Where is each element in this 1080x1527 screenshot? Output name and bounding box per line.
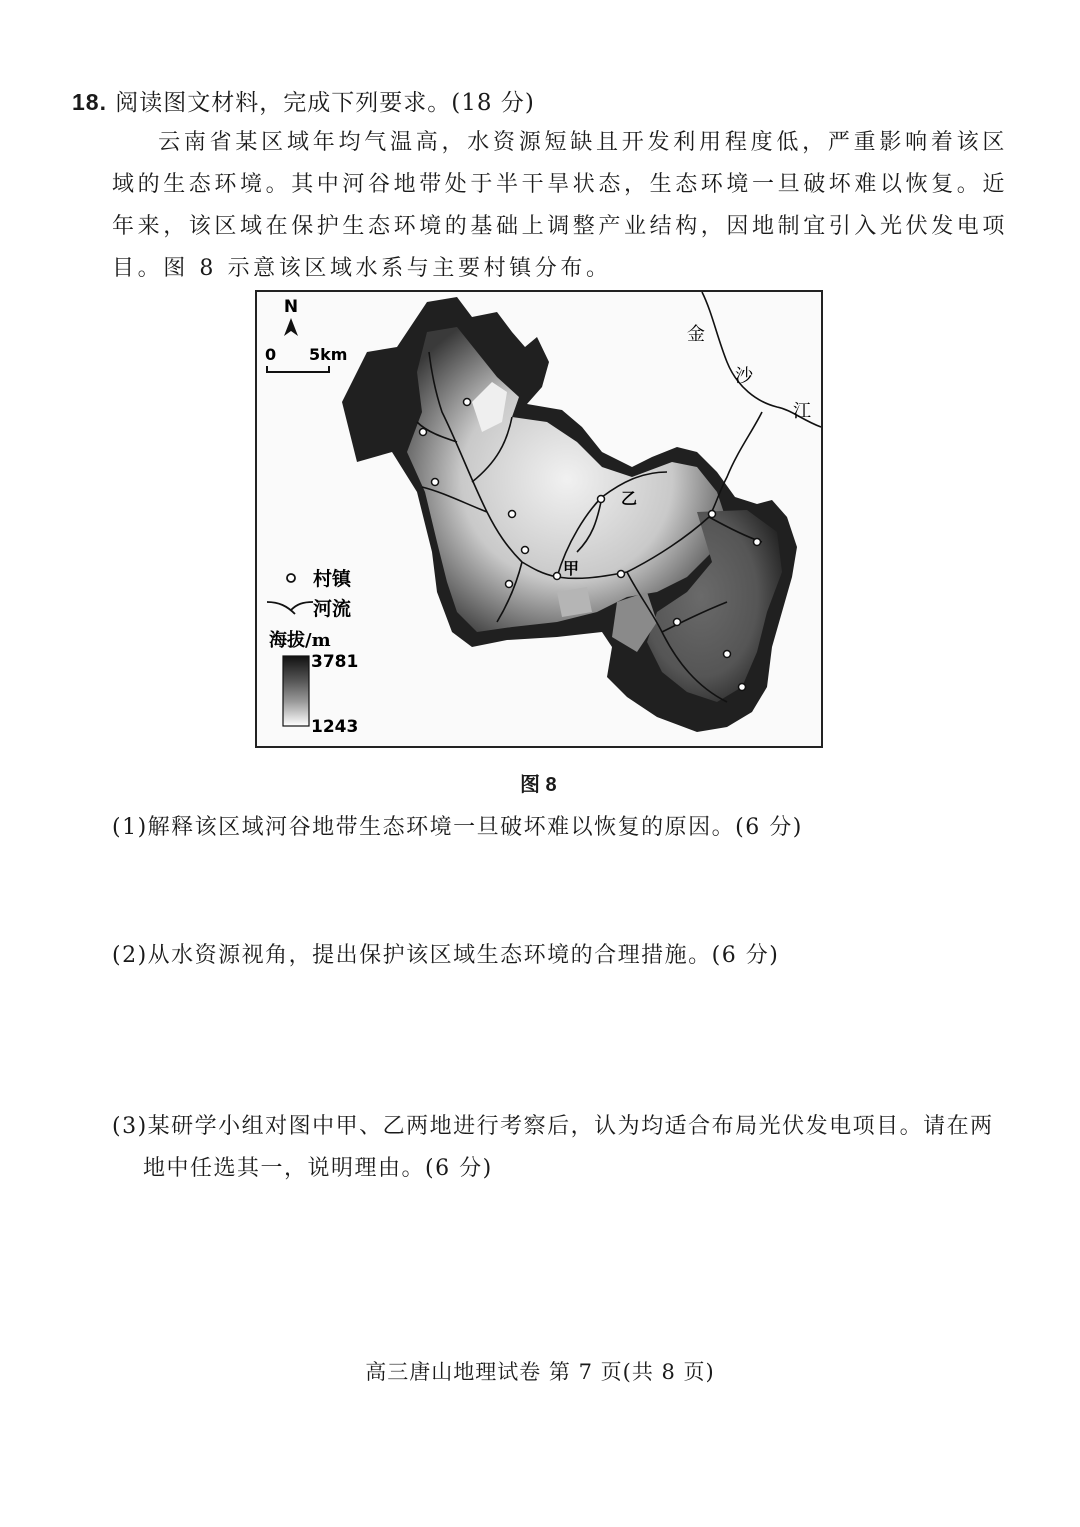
figure-caption: 图 8 <box>520 774 557 796</box>
river-name-sha: 沙 <box>735 366 753 387</box>
figure-8-map <box>255 290 823 748</box>
river-name-jin: 金 <box>687 324 705 345</box>
sub-question-1: (1)解释该区域河谷地带生态环境一旦破坏难以恢复的原因。(6 分) <box>112 815 803 840</box>
village-dot <box>464 399 471 406</box>
sub-question-2: (2)从水资源视角，提出保护该区域生态环境的合理措施。(6 分) <box>112 943 780 968</box>
village-dot <box>506 581 513 588</box>
legend-river-label: 河流 <box>313 598 352 620</box>
village-dot <box>509 511 516 518</box>
page-footer: 高三唐山地理试卷 第 7 页(共 8 页) <box>365 1360 715 1384</box>
river-name-jiang: 江 <box>793 401 811 422</box>
legend-elev-max: 3781 <box>311 652 359 672</box>
sub-question-3-line1: (3)某研学小组对图中甲、乙两地进行考察后，认为均适合布局光伏发电项目。请在两 <box>112 1114 994 1139</box>
material-text: 云南省某区域年均气温高，水资源短缺且开发利用程度低，严重影响着该区域的生态环境。其中河谷地带处于半干旱状态，生态环境一旦破坏难以恢复。近年来，该区域在保护生态环境的基础上调整产业结构，因地制宜引入光伏发电项目。图 8 示意该区域水系与主要村镇分布。 <box>112 130 1009 281</box>
legend-elevation-ramp <box>283 656 309 726</box>
village-dot <box>674 619 681 626</box>
sub-question-3-line2: 地中任选其一，说明理由。(6 分) <box>143 1156 493 1181</box>
village-dot <box>522 547 529 554</box>
site-yi-label: 乙 <box>621 489 638 508</box>
question-title: 阅读图文材料，完成下列要求。(18 分) <box>115 90 535 116</box>
map-legend <box>267 567 358 737</box>
scale-zero: 0 <box>265 345 277 364</box>
scale-bar <box>265 345 347 372</box>
village-dot <box>709 511 716 518</box>
terrain-region <box>342 297 797 732</box>
north-arrow-icon <box>284 318 298 336</box>
village-dot <box>432 479 439 486</box>
village-yi-dot <box>598 496 605 503</box>
north-arrow <box>284 297 298 336</box>
legend-river-symbol <box>267 602 313 614</box>
village-jia-dot <box>554 573 561 580</box>
site-jia-label: 甲 <box>563 559 580 578</box>
legend-village-symbol <box>287 574 295 582</box>
village-dot <box>739 684 746 691</box>
village-dot <box>618 571 625 578</box>
map-svg <box>257 292 821 746</box>
question-number: 18. <box>72 89 107 115</box>
material-paragraph <box>112 122 1008 290</box>
village-dot <box>420 429 427 436</box>
village-dot <box>724 651 731 658</box>
scale-distance: 5km <box>309 345 348 364</box>
legend-elevation-title: 海拔/m <box>269 630 331 651</box>
scale-line <box>267 366 329 372</box>
north-label: N <box>283 297 299 317</box>
legend-village-label: 村镇 <box>313 568 352 590</box>
question-heading <box>72 84 535 117</box>
village-dot <box>754 539 761 546</box>
legend-elev-min: 1243 <box>311 717 359 737</box>
